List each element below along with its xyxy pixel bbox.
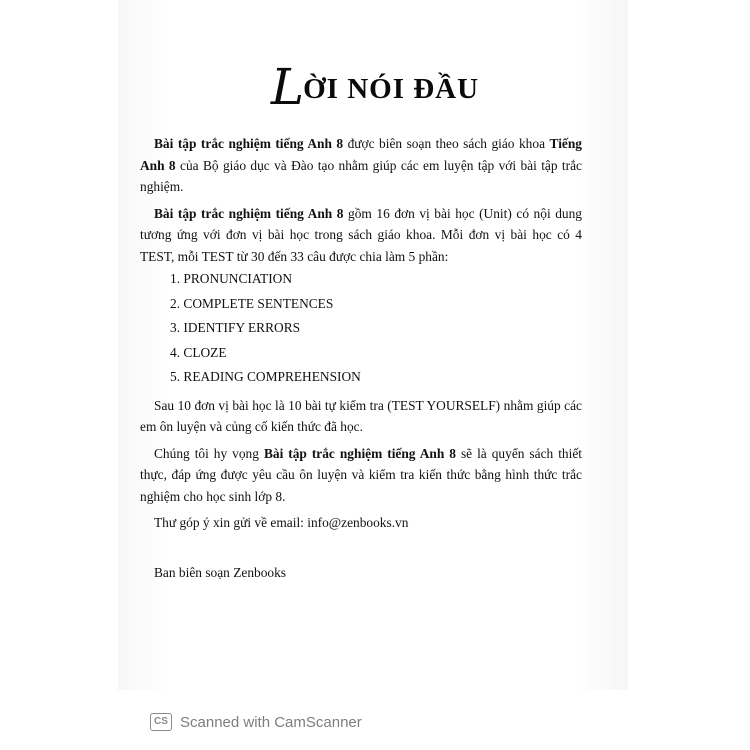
paragraph-3: Sau 10 đơn vị bài học là 10 bài tự kiểm tra (TEST YOURSELF) nhằm giúp các em ôn luyện và củng cố kiến thức đã học. — [140, 397, 582, 434]
list-item: 3. IDENTIFY ERRORS — [170, 320, 301, 335]
section-list — [140, 267, 582, 390]
title-initial: L — [270, 58, 306, 116]
watermark-text: Scanned with CamScanner — [180, 713, 362, 731]
camscanner-watermark — [150, 710, 362, 734]
list-item: 5. READING COMPREHENSION — [170, 369, 361, 384]
book-name-bold: Bài tập trắc nghiệm tiếng Anh 8 — [154, 136, 344, 151]
paragraph-1-text-1: được biên soạn theo sách giáo khoa — [343, 136, 550, 151]
paragraph-4-text-1: Chúng tôi hy vọng — [154, 445, 264, 461]
preface-body — [140, 133, 582, 583]
list-item: 4. CLOZE — [170, 344, 227, 360]
list-item: 2. COMPLETE SENTENCES — [170, 295, 334, 311]
camscanner-logo-icon: CS — [150, 713, 172, 731]
paragraph-4 — [140, 443, 582, 508]
list-item: 1. PRONUNCIATION — [170, 271, 293, 286]
page-title — [0, 58, 750, 116]
paragraph-1-text-2: của Bộ giáo dục và Đào tạo nhằm giúp các em luyện tập với bài tập trắc nghiệm. — [140, 157, 583, 194]
textbook-name-bold: Tiếng Anh 8 — [140, 136, 582, 173]
paragraph-2-text: gồm 16 đơn vị bài học (Unit) có nội dung tương ứng với đơn vị bài học trong sách giáo khoa. Mỗi đơn vị bài học có 4 TEST, mỗi TEST từ 30 đến 33 câu được chia làm 5 phần: — [140, 205, 582, 264]
paragraph-4-text-2: sẽ là quyển sách thiết thực, đáp ứng được yêu cầu ôn luyện và kiểm tra kiến thức bằng hình thức trắc nghiệm cho học sinh lớp 8. — [140, 445, 582, 504]
title-rest: ỜI NÓI ĐẦU — [303, 73, 480, 105]
paragraph-1 — [140, 133, 582, 198]
book-name-bold: Bài tập trắc nghiệm tiếng Anh 8 — [154, 205, 344, 221]
signature: Ban biên soạn Zenbooks — [154, 564, 287, 580]
paragraph-2 — [140, 203, 582, 268]
book-name-bold: Bài tập trắc nghiệm tiếng Anh 8 — [263, 445, 456, 461]
email-line: Thư góp ý xin gửi về email: info@zenbooks.vn — [154, 515, 409, 530]
